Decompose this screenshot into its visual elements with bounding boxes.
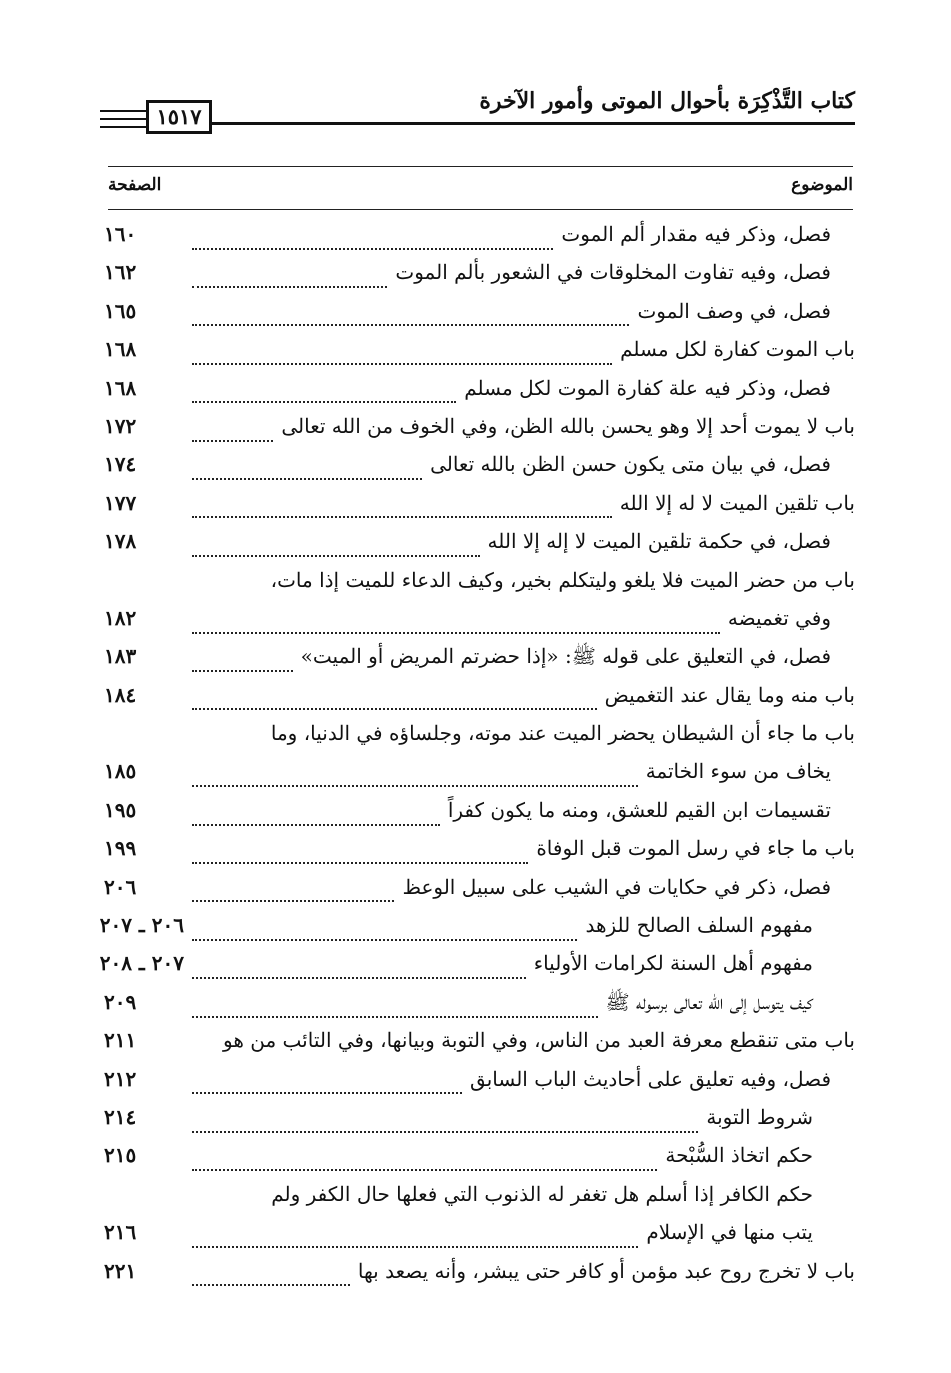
header-rule [190, 122, 855, 125]
toc-page-number: ١٩٩ [104, 836, 137, 861]
toc-row [104, 1105, 855, 1143]
column-headers [108, 166, 853, 210]
header-rule-left [100, 110, 146, 112]
toc-page-number: ١٦٠ [104, 222, 137, 246]
header-rule-left [100, 118, 146, 120]
dot-leader [192, 976, 526, 979]
toc-page-number: ٢١٦ [104, 1220, 137, 1245]
toc-page-number: ١٨٤ [104, 682, 137, 707]
dot-leader [192, 861, 528, 864]
dot-leader [192, 323, 629, 326]
dot-leader [192, 899, 394, 902]
toc-entry-text: فصل، وذكر فيه علة كفارة الموت لكل مسلم [464, 375, 831, 400]
dot-leader [192, 1091, 462, 1094]
toc-row [104, 1259, 855, 1297]
dot-leader [192, 515, 612, 518]
toc-page-number: ١٧٧ [104, 490, 137, 515]
page-column-header: الصفحة [108, 175, 162, 195]
toc-row [104, 491, 855, 529]
toc-row [104, 798, 855, 836]
running-header [100, 86, 855, 138]
header-rule-left [100, 126, 146, 128]
toc-entry-text: تقسيمات ابن القيم للعشق، ومنه ما يكون كفراً [447, 797, 831, 822]
toc-entry-text: باب الموت كفارة لكل مسلم [620, 337, 855, 362]
toc-row [104, 1182, 855, 1220]
toc-entry-text: فصل، ذكر في حكايات في الشيب على سبيل الوعظ [402, 874, 831, 899]
toc-row [104, 1143, 855, 1181]
toc-entry-text: باب منه وما يقال عند التغميض [604, 682, 855, 707]
toc-page-number: ٢٠٩ [104, 989, 137, 1014]
toc-page-number: ٢٠٧ ـ ٢٠٨ [99, 951, 184, 976]
toc-entry-text: فصل، في حكمة تلقين الميت لا إله إلا الله [487, 529, 831, 554]
toc-entry-text: باب لا تخرج روح عبد مؤمن أو كافر حتى يبشر، وأنه يصعد بها [357, 1258, 855, 1283]
page-number: ١٥١٧ [146, 100, 212, 134]
toc-page-number: ١٦٨ [104, 337, 137, 362]
dot-leader [192, 400, 456, 403]
book-title: كتاب التَّذْكِرَة بأحوال الموتى وأمور الآخرة [479, 88, 855, 114]
toc-page-number: ١٦٥ [104, 298, 137, 323]
toc-entry-text: كيف يتوسل إلى الله تعالى برسوله ﷺ [605, 989, 813, 1014]
toc-entry-text: فصل، وذكر فيه مقدار ألم الموت [561, 222, 831, 246]
toc-row [104, 260, 855, 298]
toc-row [104, 299, 855, 337]
toc-page-number: ٢٢١ [104, 1258, 137, 1283]
toc-page-number: ١٩٥ [104, 797, 137, 822]
toc-page-number: ٢١٤ [104, 1104, 137, 1129]
toc-row [104, 376, 855, 414]
toc-page-number: ٢٠٦ ـ ٢٠٧ [99, 913, 184, 938]
toc-row [104, 337, 855, 375]
dot-leader [192, 707, 597, 710]
dot-leader [192, 439, 273, 442]
toc-row [104, 452, 855, 490]
dot-leader [192, 669, 293, 672]
toc-entry-text: باب ما جاء أن الشيطان يحضر الميت عند موته، وجلساؤه في الدنيا، وما [270, 721, 855, 746]
toc-page-number: ٢١٥ [104, 1143, 137, 1168]
toc-row [104, 683, 855, 721]
toc-entry-text: يتب منها في الإسلام [646, 1220, 813, 1245]
toc-page-number: ١٧٢ [104, 413, 137, 438]
dot-leader [192, 247, 553, 250]
toc-entry-text: حكم اتخاذ السُّبْحة [665, 1143, 813, 1168]
toc-entry-text: باب متى تنقطع معرفة العبد من الناس، وفي التوبة وبيانها، وفي التائب من هو [223, 1028, 855, 1053]
toc-entry-text: حكم الكافر إذا أسلم هل تغفر له الذنوب التي فعلها حال الكفر ولم [271, 1181, 813, 1206]
dot-leader [192, 1283, 350, 1286]
toc-page-number: ٢١١ [104, 1028, 137, 1053]
dot-leader [192, 1015, 598, 1018]
toc-entry-text: باب تلقين الميت لا له إلا الله [619, 490, 855, 515]
dot-leader [192, 631, 720, 634]
toc-page-number: ١٦٨ [104, 375, 137, 400]
dot-leader [192, 1245, 638, 1248]
toc-row [104, 222, 855, 260]
toc-entry-text: فصل، وفيه تفاوت المخلوقات في الشعور بألم الموت [395, 260, 831, 285]
toc-page-number: ١٦٢ [104, 260, 137, 285]
toc-page-number: ١٧٨ [104, 529, 137, 554]
toc-row [99, 951, 855, 989]
toc-row [99, 913, 855, 951]
toc-page-number: ١٨٥ [104, 759, 137, 784]
dot-leader [192, 554, 480, 557]
toc-entry-text: فصل، في وصف الموت [637, 298, 831, 323]
toc-entry-text: يخاف من سوء الخاتمة [645, 759, 831, 784]
toc-entry-text: مفهوم أهل السنة لكرامات الأولياء [533, 951, 813, 976]
toc-page-number: ٢١٢ [104, 1066, 137, 1091]
dot-leader [192, 285, 387, 288]
toc-entry-text: فصل، وفيه تعليق على أحاديث الباب السابق [470, 1066, 831, 1091]
toc-row [104, 1067, 855, 1105]
toc-row [104, 990, 855, 1028]
toc-row [104, 606, 855, 644]
toc-row [104, 568, 855, 606]
toc-page-number: ١٧٤ [104, 452, 137, 477]
toc-page-number: ٢٠٦ [104, 874, 137, 899]
toc-row [104, 721, 855, 759]
toc-entry-text: باب ما جاء في رسل الموت قبل الوفاة [536, 836, 855, 861]
dot-leader [192, 784, 638, 787]
table-of-contents [99, 222, 855, 1297]
dot-leader [192, 477, 422, 480]
toc-row [104, 875, 855, 913]
toc-entry-text: فصل، في بيان متى يكون حسن الظن بالله تعالى [430, 452, 831, 477]
toc-page-number: ١٨٢ [104, 605, 137, 630]
toc-row [104, 1220, 855, 1258]
topic-column-header: الموضوع [791, 175, 853, 195]
dot-leader [192, 1130, 698, 1133]
dot-leader [192, 823, 440, 826]
toc-entry-text: مفهوم السلف الصالح للزهد [585, 913, 813, 938]
toc-row [104, 759, 855, 797]
toc-entry-text: فصل، في التعليق على قوله ﷺ: «إذا حضرتم المريض أو الميت» [300, 644, 831, 669]
toc-entry-text: باب لا يموت أحد إلا وهو يحسن بالله الظن، وفي الخوف من الله تعالى [281, 413, 855, 438]
dot-leader [192, 938, 577, 941]
toc-entry-text: شروط التوبة [706, 1104, 813, 1129]
toc-row [104, 529, 855, 567]
toc-row [104, 644, 855, 682]
toc-row [104, 1028, 855, 1066]
toc-entry-text: وفي تغميضه [727, 605, 831, 630]
dot-leader [192, 1168, 657, 1171]
dot-leader [192, 362, 612, 365]
toc-row [104, 414, 855, 452]
toc-row [104, 836, 855, 874]
toc-entry-text: باب من حضر الميت فلا يلغو وليتكلم بخير، وكيف الدعاء للميت إذا مات، [270, 567, 855, 592]
toc-page-number: ١٨٣ [104, 644, 137, 669]
